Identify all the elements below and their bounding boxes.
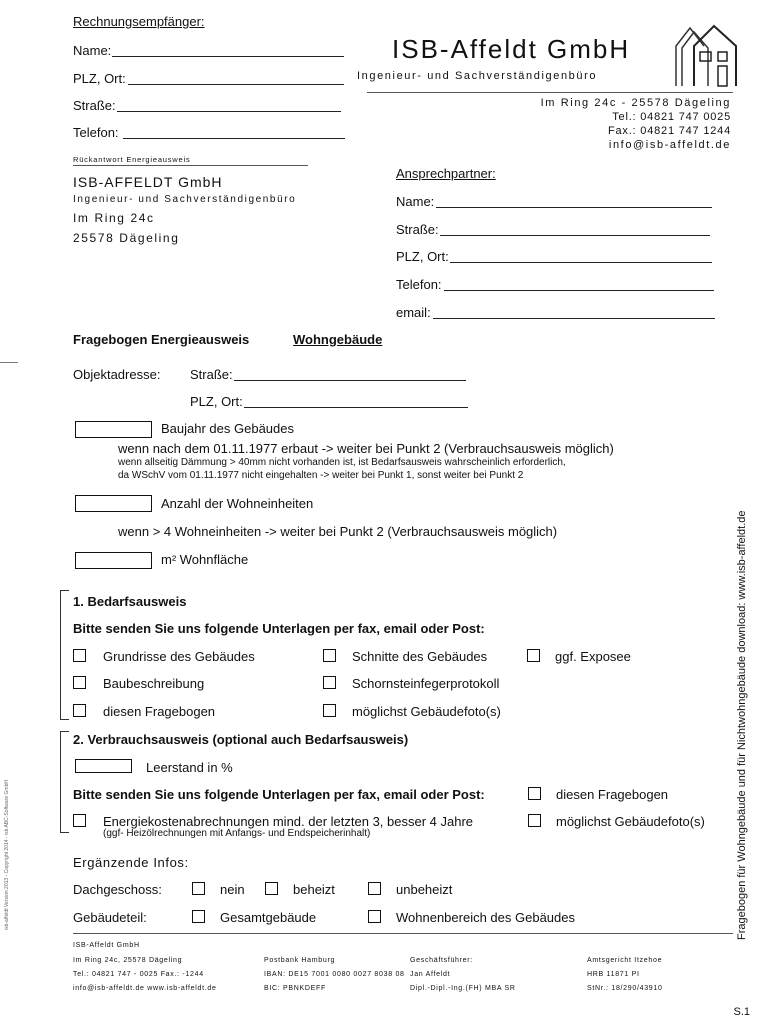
company-email[interactable]: info@isb-affeldt.de	[608, 139, 731, 151]
form-type: Wohngebäude	[293, 332, 383, 347]
recipient-name-label: Name:	[73, 43, 112, 58]
footer-c2-2: BIC: PBNKDEFF	[264, 985, 326, 992]
footer-c4-0: Amtsgericht Itzehoe	[587, 957, 663, 964]
section1-request: Bitte senden Sie uns folgende Unterlagen per fax, email oder Post:	[73, 621, 485, 636]
checkbox-part-gesamt[interactable]	[192, 910, 205, 923]
contact-phone-label: Telefon:	[396, 277, 442, 292]
contact-zip-field[interactable]	[450, 262, 712, 263]
units-input[interactable]	[75, 495, 152, 512]
company-address: Im Ring 24c - 25578 Dägeling	[540, 97, 731, 109]
item-fragebogen-2: diesen Fragebogen	[556, 787, 669, 802]
contact-zip-label: PLZ, Ort:	[396, 249, 449, 264]
checkbox-attic-nein[interactable]	[192, 882, 205, 895]
recipient-phone-field[interactable]	[123, 138, 345, 139]
recipient-street-field[interactable]	[117, 111, 341, 112]
checkbox-schornstein[interactable]	[323, 676, 336, 689]
recipient-phone-label: Telefon:	[73, 125, 119, 140]
item-foto-2: möglichst Gebäudefoto(s)	[556, 814, 705, 829]
checkbox-attic-beheizt[interactable]	[265, 882, 278, 895]
return-city: 25578 Dägeling	[73, 231, 180, 245]
checkbox-energiekosten[interactable]	[73, 814, 86, 827]
footer-c2-0: Postbank Hamburg	[264, 957, 336, 964]
contact-street-field[interactable]	[440, 235, 710, 236]
part-wohn: Wohnenbereich des Gebäudes	[396, 910, 575, 925]
item-baubeschreibung: Baubeschreibung	[103, 676, 205, 691]
section2-title: 2. Verbrauchsausweis (optional auch Bedarfsausweis)	[73, 732, 409, 747]
item-fragebogen-1: diesen Fragebogen	[103, 704, 216, 719]
section1-title: 1. Bedarfsausweis	[73, 594, 187, 609]
recipient-zip-field[interactable]	[128, 84, 344, 85]
object-street-field[interactable]	[234, 380, 466, 381]
header-divider	[367, 92, 733, 93]
footer-c1-1: Im Ring 24c, 25578 Dägeling	[73, 957, 183, 964]
return-label: Rückantwort Energieausweis	[73, 155, 191, 164]
contact-street-label: Straße:	[396, 222, 439, 237]
return-name: ISB-AFFELDT GmbH	[73, 174, 223, 190]
object-street-label: Straße:	[190, 367, 233, 382]
checkbox-attic-unbeheizt[interactable]	[368, 882, 381, 895]
company-subtitle: Ingenieur- und Sachverständigenbüro	[357, 70, 598, 82]
item-exposee: ggf. Exposee	[555, 649, 631, 664]
return-subtitle: Ingenieur- und Sachverständigenbüro	[73, 194, 297, 205]
units-note: wenn > 4 Wohneinheiten -> weiter bei Punkt 2 (Verbrauchsausweis möglich)	[118, 524, 558, 539]
item-schornstein: Schornsteinfegerprotokoll	[352, 676, 500, 691]
item-energiekosten: Energiekostenabrechnungen mind. der letzten 3, besser 4 Jahre	[103, 814, 474, 829]
recipient-street-label: Straße:	[73, 98, 116, 113]
company-name: ISB-Affeldt GmbH	[392, 34, 631, 64]
footer-divider	[73, 933, 733, 934]
item-foto-1: möglichst Gebäudefoto(s)	[352, 704, 501, 719]
year-note-1: wenn nach dem 01.11.1977 erbaut -> weiter bei Punkt 2 (Verbrauchsausweis möglich)	[118, 441, 614, 456]
recipient-name-field[interactable]	[112, 56, 344, 57]
form-title: Fragebogen Energieausweis	[73, 332, 250, 347]
contact-heading: Ansprechpartner:	[396, 166, 496, 181]
object-zip-label: PLZ, Ort:	[190, 394, 243, 409]
company-fax: Fax.: 04821 747 1244	[607, 125, 731, 137]
checkbox-grundrisse[interactable]	[73, 649, 86, 662]
attic-unbeheizt: unbeheizt	[396, 882, 453, 897]
checkbox-fragebogen-2[interactable]	[528, 787, 541, 800]
recipient-zip-label: PLZ, Ort:	[73, 71, 126, 86]
area-label: m² Wohnfläche	[161, 552, 249, 567]
footer-c2-1: IBAN: DE15 7001 0080 0027 8038 08	[264, 971, 405, 978]
year-note-3: da WSchV vom 01.11.1977 nicht eingehalten -> weiter bei Punkt 1, sonst weiter bei Punkt 2	[118, 470, 524, 481]
contact-name-label: Name:	[396, 194, 435, 209]
item-energiekosten-note: (ggf- Heizölrechnungen mit Anfangs- und Endspeicherinhalt)	[103, 828, 371, 839]
year-label: Baujahr des Gebäudes	[161, 421, 294, 436]
checkbox-schnitte[interactable]	[323, 649, 336, 662]
vacancy-label: Leerstand in %	[146, 760, 233, 775]
side-copyright-text: isb-affeldt Version 2013 - Copyright 2014 - isb ABC-Software GmbH	[4, 780, 10, 930]
attic-beheizt: beheizt	[293, 882, 335, 897]
item-schnitte: Schnitte des Gebäudes	[352, 649, 488, 664]
year-note-2: wenn allseitig Dämmung > 40mm nicht vorhanden ist, ist Bedarfsausweis wahrscheinlich erforderlich,	[118, 457, 566, 468]
object-zip-field[interactable]	[244, 407, 468, 408]
footer-c1-2: Tel.: 04821 747 - 0025 Fax.: -1244	[73, 971, 204, 978]
checkbox-part-wohn[interactable]	[368, 910, 381, 923]
footer-c4-1: HRB 11871 PI	[587, 971, 640, 978]
contact-email-label: email:	[396, 305, 431, 320]
checkbox-fragebogen-1[interactable]	[73, 704, 86, 717]
footer-c1-3[interactable]: info@isb-affeldt.de www.isb-affeldt.de	[73, 985, 217, 992]
section2-request: Bitte senden Sie uns folgende Unterlagen per fax, email oder Post:	[73, 787, 485, 802]
footer-c4-2: StNr.: 18/290/43910	[587, 985, 663, 992]
attic-nein: nein	[220, 882, 245, 897]
contact-email-field[interactable]	[433, 318, 715, 319]
checkbox-baubeschreibung[interactable]	[73, 676, 86, 689]
contact-phone-field[interactable]	[444, 290, 714, 291]
area-input[interactable]	[75, 552, 152, 569]
vacancy-input[interactable]	[75, 759, 132, 773]
units-label: Anzahl der Wohneinheiten	[161, 496, 314, 511]
item-grundrisse: Grundrisse des Gebäudes	[103, 649, 255, 664]
house-logo-icon	[664, 22, 744, 90]
contact-name-field[interactable]	[436, 207, 712, 208]
checkbox-foto-2[interactable]	[528, 814, 541, 827]
extra-heading: Ergänzende Infos:	[73, 855, 189, 870]
checkbox-exposee[interactable]	[527, 649, 540, 662]
object-label: Objektadresse:	[73, 367, 161, 382]
company-tel: Tel.: 04821 747 0025	[612, 111, 731, 123]
return-divider	[73, 165, 308, 166]
part-label: Gebäudeteil:	[73, 910, 147, 925]
return-street: Im Ring 24c	[73, 211, 155, 225]
footer-c3-1: Jan Affeldt	[410, 971, 451, 978]
side-download-text: Fragebogen für Wohngebäude und für Nichtwohngebäude download: www.isb-affeldt.de	[736, 510, 748, 940]
section1-bracket	[60, 590, 69, 720]
attic-label: Dachgeschoss:	[73, 882, 162, 897]
footer-c3-2: Dipl.-Dipl.-Ing.(FH) MBA SR	[410, 985, 516, 992]
section2-bracket	[60, 731, 69, 833]
fold-mark	[0, 362, 18, 363]
footer-c1-0: ISB-Affeldt GmbH	[73, 942, 140, 949]
checkbox-foto-1[interactable]	[323, 704, 336, 717]
footer-c3-0: Geschäftsführer:	[410, 957, 473, 964]
page-number: S.1	[733, 1006, 750, 1018]
year-input[interactable]	[75, 421, 152, 438]
part-gesamt: Gesamtgebäude	[220, 910, 317, 925]
recipient-heading: Rechnungsempfänger:	[73, 14, 205, 29]
